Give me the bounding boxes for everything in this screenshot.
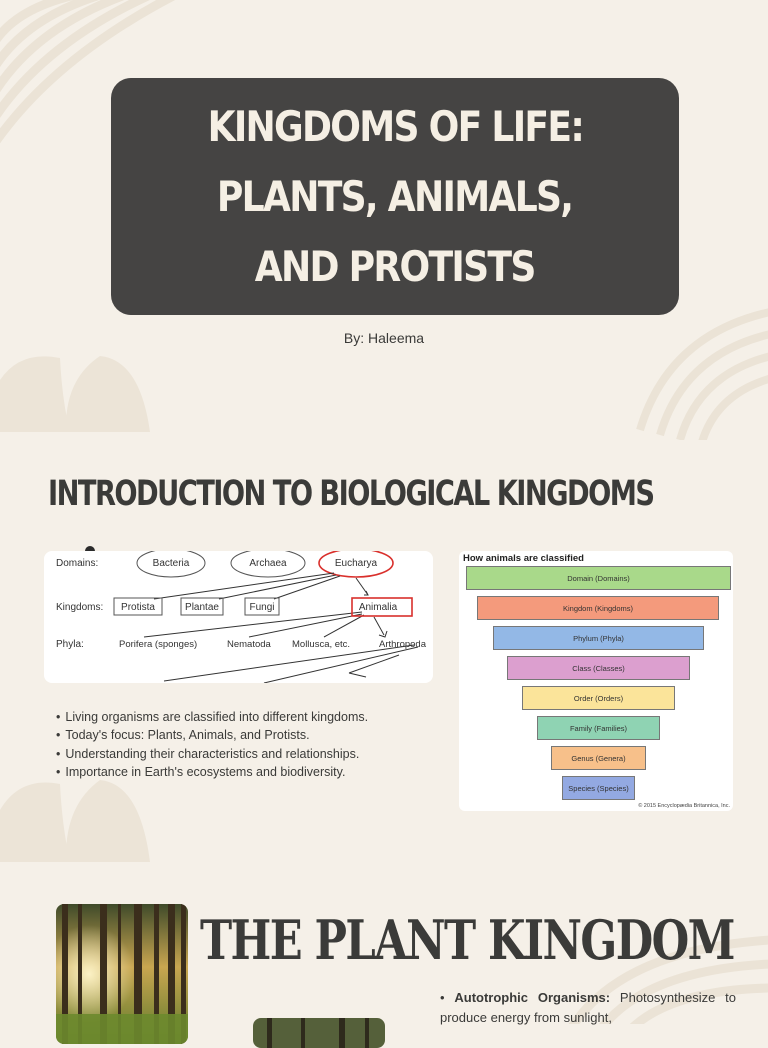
- plant-kingdom-heading: THE PLANT KINGDOM: [200, 908, 734, 972]
- tier-class: Class (Classes): [507, 656, 690, 680]
- phylum-mollusca: Mollusca, etc.: [292, 639, 351, 650]
- intro-bullet: • Today's focus: Plants, Animals, and Protists.: [56, 726, 436, 744]
- plant-bullet-term: Autotrophic Organisms:: [454, 990, 611, 1005]
- decorative-leaf-shape-left: [0, 350, 150, 432]
- phylum-nematoda: Nematoda: [227, 639, 271, 650]
- domain-archaea: Archaea: [249, 558, 287, 569]
- tier-family: Family (Families): [537, 716, 660, 740]
- author-byline: By: Haleema: [343, 330, 425, 346]
- domain-bacteria: Bacteria: [152, 558, 190, 569]
- phylum-porifera: Porifera (sponges): [119, 639, 198, 650]
- domain-eucharya: Eucharya: [334, 558, 378, 569]
- title-card: [111, 78, 679, 315]
- kingdom-animalia: Animalia: [358, 602, 398, 613]
- decorative-leaf-shape-mid-left: [0, 770, 150, 862]
- kingdom-protista: Protista: [121, 602, 155, 613]
- intro-bullet: • Understanding their characteristics and relationships.: [56, 745, 436, 763]
- plant-bullet-text: Photosynthesize to produce energy from sunlight,: [440, 990, 736, 1025]
- tier-kingdom: Kingdom (Kingdoms): [477, 596, 719, 620]
- title-line-2: PLANTS, ANIMALS,: [217, 171, 573, 221]
- tier-genus: Genus (Genera): [551, 746, 646, 770]
- row-label-phyla: Phyla:: [56, 639, 84, 650]
- row-label-domains: Domains:: [56, 558, 99, 569]
- taxonomy-heading: How animals are classified: [463, 553, 584, 564]
- plant-bullet: • Autotrophic Organisms: Photosynthesize to produce energy from sunlight,: [440, 990, 736, 1025]
- tier-species: Species (Species): [562, 776, 635, 800]
- kingdom-fungi: Fungi: [249, 602, 275, 613]
- taxonomy-hierarchy-diagram: [459, 551, 733, 811]
- intro-bullet-list: [56, 708, 436, 781]
- intro-bullet: • Importance in Earth's ecosystems and biodiversity.: [56, 763, 436, 781]
- title-line-3: AND PROTISTS: [255, 241, 535, 291]
- kingdom-plantae: Plantae: [185, 602, 219, 613]
- britannica-credit: © 2015 Encyclopædia Britannica, Inc.: [638, 803, 730, 809]
- tier-phylum: Phylum (Phyla): [493, 626, 704, 650]
- tier-order: Order (Orders): [522, 686, 675, 710]
- phylum-arthropoda: Arthropoda: [379, 639, 427, 650]
- tier-domain: Domain (Domains): [466, 566, 731, 590]
- plant-photo-partial: [253, 1018, 385, 1048]
- forest-photo: [56, 904, 188, 1044]
- intro-heading: INTRODUCTION TO BIOLOGICAL KINGDOMS: [48, 474, 654, 514]
- title-line-1: KINGDOMS OF LIFE:: [207, 101, 583, 151]
- classification-tree-diagram: [44, 551, 433, 683]
- intro-bullet: • Living organisms are classified into different kingdoms.: [56, 708, 436, 726]
- row-label-kingdoms: Kingdoms:: [56, 602, 104, 613]
